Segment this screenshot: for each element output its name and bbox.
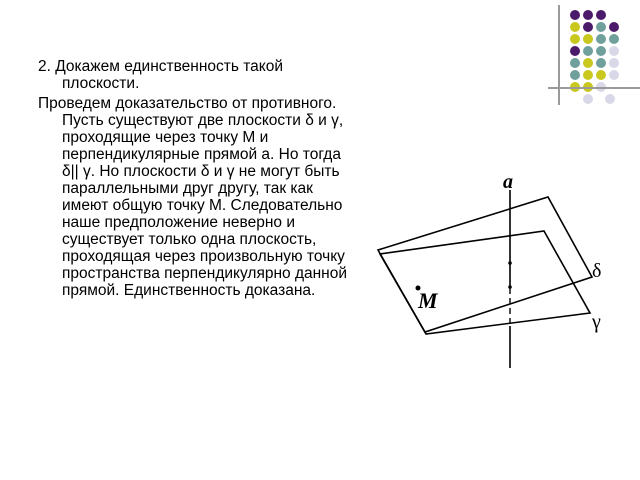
decor-dot (583, 22, 593, 32)
decor-dot (609, 58, 619, 68)
plane-delta-label: δ (592, 260, 602, 282)
decor-dot (596, 10, 606, 20)
decor-dot (609, 70, 619, 80)
decor-dot (570, 58, 580, 68)
plane-delta (378, 197, 592, 332)
plane-gamma (380, 231, 590, 334)
decor-dot (596, 46, 606, 56)
decor-dot (596, 70, 606, 80)
proof-heading: 2. Докажем единственность такой плоскости. (38, 58, 284, 92)
decor-dot (570, 10, 580, 20)
decor-dot (605, 94, 615, 104)
decor-dot (596, 22, 606, 32)
geometry-figure (360, 170, 630, 380)
proof-text (38, 58, 358, 299)
decor-dot (583, 10, 593, 20)
decor-dot (609, 34, 619, 44)
decor-dot (596, 34, 606, 44)
decor-dot (583, 58, 593, 68)
line-a-label: a (503, 171, 513, 193)
decor-vertical-rule (558, 5, 560, 105)
point-m-label: M (418, 288, 438, 313)
decor-dot (609, 46, 619, 56)
decor-dot (570, 22, 580, 32)
decor-dot (570, 46, 580, 56)
line-a-point-lower (508, 285, 512, 289)
decor-dot (570, 34, 580, 44)
decor-dot (570, 70, 580, 80)
decor-dot (596, 58, 606, 68)
decor-horizontal-rule (548, 87, 640, 89)
decor-dot (583, 94, 593, 104)
decor-dot (609, 22, 619, 32)
decor-dot (583, 70, 593, 80)
plane-gamma-label: γ (592, 311, 601, 333)
line-a-point-upper (508, 261, 512, 265)
decor-dot (583, 46, 593, 56)
decor-dot (583, 34, 593, 44)
proof-paragraph: Проведем доказательство от противного. Пусть существуют две плоскости δ и γ, проходящие через точку М и перпендикулярные прямой а. Но тогда δ|| γ. Но плоскости δ и γ не могут быть параллельными друг другу, так как имеют общую точку М. Следовательно наше предположение неверно и существует только одна плоскость, проходящая через произвольную точку пространства перпендикулярно данной прямой. Единственность доказана. (38, 95, 348, 299)
